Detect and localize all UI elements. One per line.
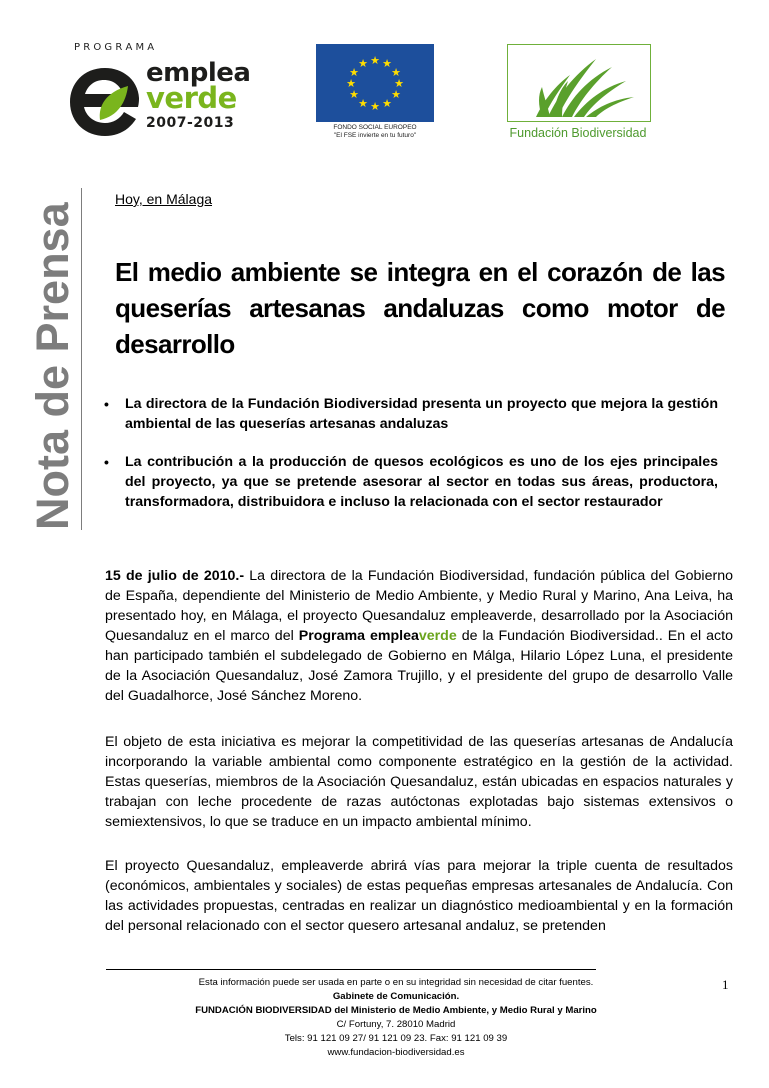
- svg-text:★: ★: [358, 57, 368, 70]
- bullet-dot: •: [104, 396, 109, 412]
- programa-text: P R O G R A M A: [74, 42, 155, 53]
- bullet-list: [102, 394, 718, 530]
- svg-text:★: ★: [370, 54, 380, 67]
- svg-text:★: ★: [382, 57, 392, 70]
- dateline: Hoy, en Málaga: [115, 191, 213, 207]
- programa-emplea-text: Programa emplea: [298, 628, 419, 644]
- page-number: 1: [722, 977, 729, 992]
- emplea-wordmark: emplea: [146, 58, 251, 88]
- footer-address: C/ Fortuny, 7. 28010 Madrid: [336, 1019, 456, 1030]
- side-divider: [81, 188, 82, 530]
- bullet-text: La contribución a la producción de quesos ecológicos es uno de los ejes principales del proyecto, ya que se pretende asesorar al sector en todas sus áreas, productora, transformadora, distribuidora e incluso la relacionada con el sector restaurador: [125, 454, 718, 510]
- eu-flag: [316, 44, 434, 122]
- svg-text:★: ★: [391, 66, 401, 79]
- svg-text:★: ★: [370, 100, 380, 113]
- fundacion-name: Fundación Biodiversidad: [509, 126, 647, 140]
- press-date: 15 de julio de 2010.-: [105, 568, 245, 584]
- eu-logo: [315, 44, 435, 144]
- e-leaf-icon: [66, 62, 144, 140]
- bullet-item: [102, 452, 718, 512]
- svg-text:★: ★: [382, 97, 392, 110]
- svg-text:★: ★: [391, 88, 401, 101]
- paragraph-3: El proyecto Quesandaluz, empleaverde abrirá vías para mejorar la triple cuenta de resultados (económicos, ambientales y sociales) de estas pequeñas empresas artesanales de Andalucía. Con las actividades propuestas, centradas en realizar un diagnóstico medioambiental y en la formación del personal relacionado con el sector quesero artesanal andaluz, se pretenden: [105, 858, 733, 934]
- eu-caption: [315, 124, 435, 140]
- verde-text: verde: [418, 628, 457, 644]
- paragraph-2: El objeto de esta iniciativa es mejorar la competitividad de las queserías artesanas de Andalucía incorporando la variable ambiental como componente estratégico en la gestión de la actividad. Estas queserías, miembros de la Asociación Quesandaluz, están ubicadas en espacios naturales y trabajan con leche procedente de razas autóctonas explotadas bajo sistemas extensivos o semiextensivos, lo que se traduce en un impacto ambiental mínimo.: [105, 734, 733, 830]
- svg-text:★: ★: [394, 77, 404, 90]
- footer-phones: Tels: 91 121 09 27/ 91 121 09 23. Fax: 91 121 09 39: [284, 1033, 508, 1044]
- verde-wordmark: verde: [146, 81, 237, 115]
- svg-text:★: ★: [349, 66, 359, 79]
- grass-icon: [508, 45, 650, 121]
- paragraph-1-text-b: de la Fundación Biodiversidad.. En el acto han participado también el subdelegado de Gobierno en Málga, Hilario López Luna, el presidente de la Asociación Quesandaluz, José Zamora Trujillo, y el presidente del grupo de desarrollo Valle del Guadalhorce, José Sánchez Moreno.: [105, 628, 733, 704]
- fundacion-biodiversidad-logo: [503, 44, 653, 144]
- bullet-text: La directora de la Fundación Biodiversidad presenta un proyecto que mejora la gestión ambiental de las queserías artesanas andaluzas: [125, 396, 718, 432]
- svg-text:★: ★: [349, 88, 359, 101]
- programa-label: [74, 42, 252, 53]
- years-label: 2007-2013: [146, 115, 235, 131]
- footer-organization: FUNDACIÓN BIODIVERSIDAD del Ministerio de Medio Ambiente, y Medio Rural y Marino: [195, 1005, 597, 1016]
- eu-caption-line1: FONDO SOCIAL EUROPEO: [333, 124, 417, 131]
- paragraph-1-text-a: La directora de la Fundación Biodiversidad, fundación pública del Gobierno de España, dependiente del Ministerio de Medio Ambiente, y Medio Rural y Marino, Ana Leiva, ha presentado hoy, en Málaga, el proyecto Quesandaluz empleaverde, desarrollado por la Asociación Quesandaluz en el marco del: [105, 568, 733, 644]
- eu-caption-line2: "El FSE invierte en tu futuro": [333, 132, 417, 139]
- footer-disclaimer: Esta información puede ser usada en parte o en su integridad sin necesidad de citar fuentes.: [198, 977, 594, 988]
- footer-website: www.fundacion-biodiversidad.es: [327, 1047, 465, 1058]
- empleaverde-logo: [62, 40, 254, 144]
- bullet-item: [102, 394, 718, 434]
- footer: [110, 976, 682, 1060]
- nota-de-prensa-label: Nota de Prensa: [27, 202, 78, 530]
- grass-logo-box: [507, 44, 651, 122]
- svg-text:★: ★: [346, 77, 356, 90]
- svg-text:★: ★: [358, 97, 368, 110]
- bullet-dot: •: [104, 454, 109, 470]
- footer-divider: [106, 969, 596, 970]
- headline: El medio ambiente se integra en el corazón de las queserías artesanas andaluzas como motor de desarrollo: [115, 257, 725, 359]
- eu-stars-icon: [316, 44, 434, 122]
- footer-gabinete: Gabinete de Comunicación.: [332, 991, 460, 1002]
- paragraph-1: [105, 566, 733, 706]
